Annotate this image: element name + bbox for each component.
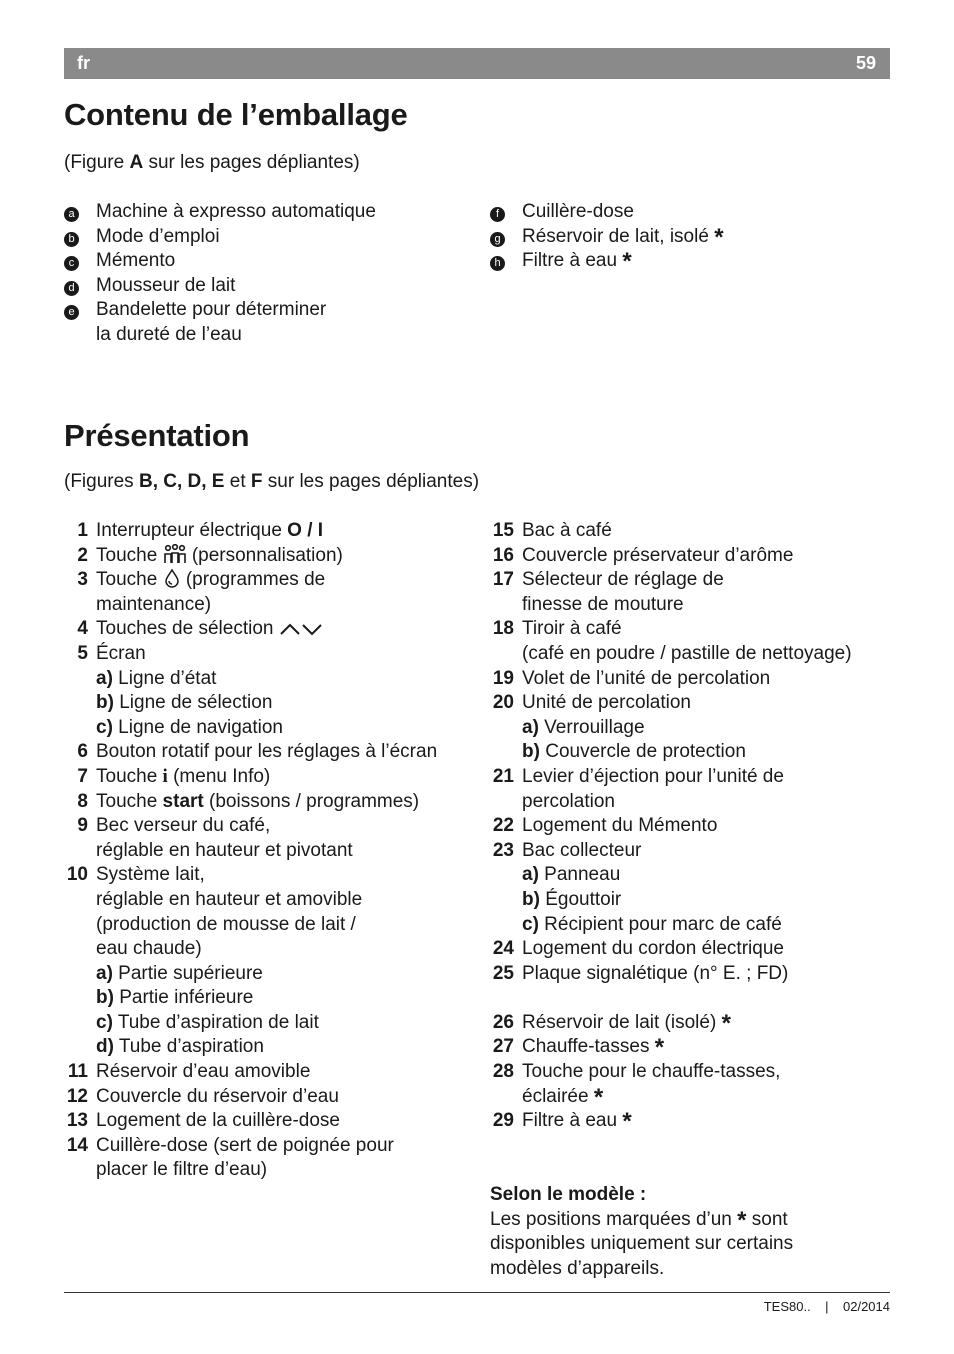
- list-item: a Machine à expresso automatique: [64, 200, 464, 225]
- list-item: 22 Logement du Mémento: [492, 815, 718, 837]
- info-icon: i: [162, 765, 168, 787]
- list-item: 9 Bec verseur du café, réglable en hauteur et pivotant: [77, 815, 353, 861]
- section-subtitle-contents: (Figure A sur les pages dépliantes): [64, 152, 360, 173]
- list-item: 7 Touche i (menu Info): [77, 765, 271, 787]
- list-item: 20 Unité de percolation a) Verrouillage b) Couvercle de protection: [492, 692, 746, 763]
- list-item: 19 Volet de l’unité de percolation: [492, 667, 771, 689]
- chevron-up-icon: [279, 621, 301, 637]
- list-item: 25 Plaque signalétique (n° E. ; FD): [492, 962, 789, 984]
- asterisk-icon: *: [721, 1009, 731, 1037]
- asterisk-icon: *: [622, 1108, 632, 1136]
- list-item: g Réservoir de lait, isolé *: [490, 225, 890, 250]
- list-item: 3 Touche (programmes de maintenance): [77, 569, 326, 615]
- model-note: [490, 1183, 890, 1281]
- asterisk-icon: *: [622, 248, 632, 276]
- list-item: 27 Chauffe-tasses *: [492, 1034, 665, 1062]
- personalization-icon: [163, 544, 187, 564]
- presentation-right-list: [490, 519, 890, 1281]
- contents-right-list: [490, 200, 890, 274]
- list-item: 23 Bac collecteur a) Panneau b) Égouttoir c) Récipient pour marc de café: [492, 839, 782, 935]
- list-item: b Mode d’emploi: [64, 225, 464, 250]
- list-item: 18 Tiroir à café (café en poudre / pastille de nettoyage): [492, 618, 852, 664]
- list-item: c Mémento: [64, 249, 464, 274]
- page-header-bar: [64, 48, 890, 79]
- list-item: 29 Filtre à eau *: [492, 1108, 632, 1136]
- list-item: 12 Couvercle du réservoir d’eau: [66, 1085, 339, 1107]
- list-item: 6 Bouton rotatif pour les réglages à l’écran: [77, 741, 438, 763]
- maintenance-drop-icon: [163, 568, 181, 588]
- page-number: 59: [855, 53, 876, 73]
- list-item: h Filtre à eau *: [490, 249, 890, 274]
- asterisk-icon: *: [714, 223, 724, 251]
- model-note-text: Les positions marquées d’un * sont disponibles uniquement sur certains modèles d’appareils.: [490, 1206, 794, 1279]
- list-item: 11 Réservoir d’eau amovible: [67, 1061, 311, 1083]
- model-code: TES80..: [763, 1299, 811, 1314]
- list-item: 13 Logement de la cuillère-dose: [66, 1110, 340, 1132]
- print-date: 02/2014: [843, 1299, 890, 1314]
- list-item: 15 Bac à café: [492, 520, 612, 541]
- list-item: 16 Couvercle préservateur d’arôme: [492, 544, 794, 566]
- section-title-presentation: Présentation: [64, 418, 250, 453]
- asterisk-icon: *: [593, 1083, 604, 1111]
- list-item: 28 Touche pour le chauffe-tasses, éclairée *: [492, 1061, 781, 1111]
- chevron-down-icon: [301, 621, 323, 637]
- asterisk-icon: *: [654, 1034, 665, 1062]
- section-title-contents: Contenu de l’emballage: [64, 97, 408, 132]
- page-footer: TES80.. | 02/2014: [763, 1299, 890, 1314]
- section-subtitle-presentation: (Figures B, C, D, E et F sur les pages dépliantes): [64, 471, 480, 492]
- model-note-title: Selon le modèle :: [490, 1184, 647, 1206]
- list-item: 10 Système lait, réglable en hauteur et amovible (production de mousse de lait / eau chaude) a) Partie supérieure b) Partie inférieure c) Tube d’aspiration de lait d) Tube d’aspiration: [66, 864, 363, 1058]
- list-item: f Cuillère-dose: [490, 200, 890, 225]
- list-item: 17 Sélecteur de réglage de finesse de mouture: [492, 569, 724, 615]
- list-item: 14 Cuillère-dose (sert de poignée pour placer le filtre d’eau): [66, 1134, 394, 1181]
- list-item: 1 Interrupteur électrique O / I: [77, 520, 324, 541]
- list-item: e Bandelette pour déterminer la dureté de l’eau: [64, 298, 464, 347]
- list-item: 8 Touche start (boissons / programmes): [77, 790, 420, 812]
- list-item: 5 Écran a) Ligne d’état b) Ligne de sélection c) Ligne de navigation: [77, 642, 283, 738]
- asterisk-icon: *: [737, 1206, 747, 1234]
- contents-left-list: [64, 200, 464, 348]
- list-item: 24 Logement du cordon électrique: [492, 938, 784, 960]
- list-item: 26 Réservoir de lait (isolé) *: [492, 1009, 731, 1037]
- presentation-left-list: [64, 519, 474, 1183]
- list-item: d Mousseur de lait: [64, 274, 464, 299]
- footer-divider: [64, 1292, 890, 1293]
- language-code: fr: [77, 53, 90, 73]
- list-item: 2 Touche (personnalisation): [77, 544, 343, 566]
- list-item: 4 Touches de sélection: [64, 617, 474, 642]
- list-item: 21 Levier d’éjection pour l’unité de percolation: [492, 765, 784, 812]
